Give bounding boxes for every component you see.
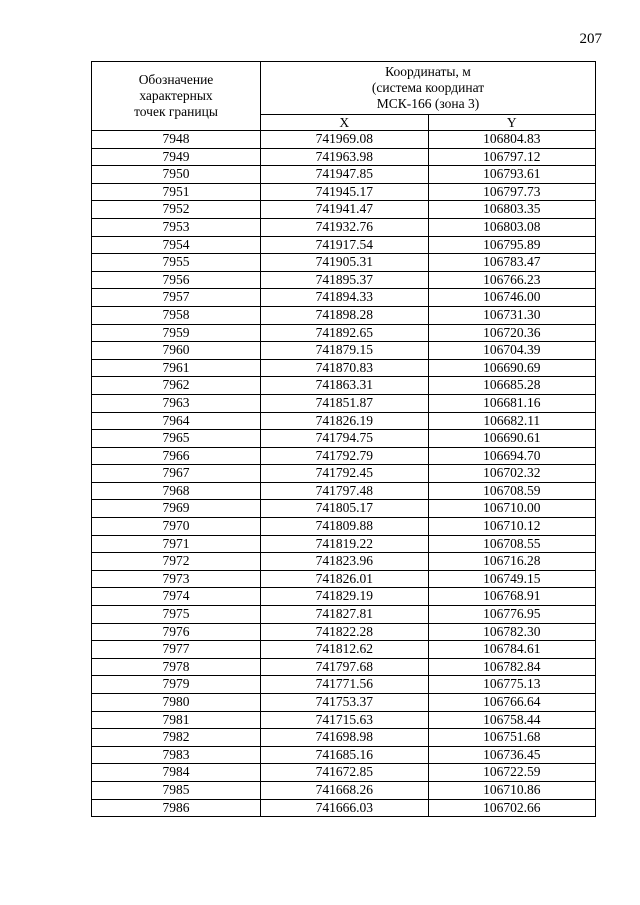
cell-y: 106708.55 (428, 535, 596, 553)
cell-y: 106782.30 (428, 623, 596, 641)
cell-x: 741698.98 (261, 729, 429, 747)
table-header (92, 62, 596, 131)
cell-point: 7980 (92, 694, 261, 712)
cell-x: 741792.45 (261, 465, 429, 483)
page-number: 207 (579, 31, 602, 47)
cell-point: 7985 (92, 781, 261, 799)
table-row (92, 694, 596, 712)
cell-x: 741895.37 (261, 271, 429, 289)
cell-point: 7978 (92, 658, 261, 676)
cell-point: 7979 (92, 676, 261, 694)
cell-point: 7955 (92, 254, 261, 272)
cell-x: 741666.03 (261, 799, 429, 817)
cell-x: 741829.19 (261, 588, 429, 606)
cell-point: 7949 (92, 148, 261, 166)
table-row (92, 412, 596, 430)
table-row (92, 201, 596, 219)
table-row (92, 676, 596, 694)
cell-y: 106793.61 (428, 166, 596, 184)
cell-y: 106766.23 (428, 271, 596, 289)
table-row (92, 764, 596, 782)
table-row (92, 482, 596, 500)
cell-y: 106803.35 (428, 201, 596, 219)
table-row (92, 729, 596, 747)
cell-y: 106795.89 (428, 236, 596, 254)
cell-x: 741805.17 (261, 500, 429, 518)
cell-y: 106797.73 (428, 183, 596, 201)
header-coords-line: (система координат (371, 80, 485, 95)
cell-y: 106768.91 (428, 588, 596, 606)
cell-x: 741826.19 (261, 412, 429, 430)
table-row (92, 606, 596, 624)
cell-point: 7986 (92, 799, 261, 817)
table-row (92, 500, 596, 518)
cell-x: 741898.28 (261, 306, 429, 324)
cell-y: 106783.47 (428, 254, 596, 272)
cell-x: 741917.54 (261, 236, 429, 254)
cell-y: 106766.64 (428, 694, 596, 712)
table-row (92, 254, 596, 272)
cell-y: 106804.83 (428, 131, 596, 149)
cell-y: 106708.59 (428, 482, 596, 500)
cell-point: 7969 (92, 500, 261, 518)
cell-y: 106797.12 (428, 148, 596, 166)
cell-point: 7971 (92, 535, 261, 553)
cell-x: 741792.79 (261, 447, 429, 465)
cell-y: 106782.84 (428, 658, 596, 676)
table-row (92, 148, 596, 166)
cell-y: 106775.13 (428, 676, 596, 694)
cell-x: 741672.85 (261, 764, 429, 782)
cell-x: 741715.63 (261, 711, 429, 729)
cell-y: 106731.30 (428, 306, 596, 324)
cell-x: 741947.85 (261, 166, 429, 184)
cell-y: 106710.86 (428, 781, 596, 799)
cell-y: 106710.00 (428, 500, 596, 518)
table-row (92, 218, 596, 236)
cell-x: 741826.01 (261, 570, 429, 588)
cell-point: 7963 (92, 394, 261, 412)
cell-y: 106776.95 (428, 606, 596, 624)
cell-point: 7950 (92, 166, 261, 184)
header-point-line: характерных (139, 88, 213, 103)
table-row (92, 641, 596, 659)
cell-x: 741894.33 (261, 289, 429, 307)
cell-point: 7974 (92, 588, 261, 606)
cell-x: 741812.62 (261, 641, 429, 659)
cell-y: 106690.69 (428, 359, 596, 377)
cell-point: 7959 (92, 324, 261, 342)
cell-y: 106694.70 (428, 447, 596, 465)
cell-y: 106784.61 (428, 641, 596, 659)
table-row (92, 289, 596, 307)
header-row-main (92, 62, 596, 115)
table-row (92, 271, 596, 289)
cell-x: 741863.31 (261, 377, 429, 395)
cell-x: 741797.68 (261, 658, 429, 676)
cell-x: 741822.28 (261, 623, 429, 641)
cell-point: 7965 (92, 430, 261, 448)
cell-point: 7953 (92, 218, 261, 236)
cell-x: 741809.88 (261, 518, 429, 536)
table-row (92, 183, 596, 201)
table-row (92, 746, 596, 764)
cell-x: 741771.56 (261, 676, 429, 694)
header-point-line: точек границы (134, 104, 218, 119)
table-row (92, 306, 596, 324)
cell-point: 7972 (92, 553, 261, 571)
cell-y: 106751.68 (428, 729, 596, 747)
cell-point: 7975 (92, 606, 261, 624)
coordinates-table (91, 61, 596, 817)
cell-x: 741797.48 (261, 482, 429, 500)
cell-x: 741905.31 (261, 254, 429, 272)
cell-point: 7981 (92, 711, 261, 729)
cell-x: 741945.17 (261, 183, 429, 201)
table-row (92, 518, 596, 536)
cell-point: 7948 (92, 131, 261, 149)
cell-y: 106722.59 (428, 764, 596, 782)
table-row (92, 447, 596, 465)
cell-x: 741963.98 (261, 148, 429, 166)
cell-point: 7970 (92, 518, 261, 536)
cell-y: 106710.12 (428, 518, 596, 536)
table-row (92, 430, 596, 448)
cell-x: 741941.47 (261, 201, 429, 219)
cell-point: 7964 (92, 412, 261, 430)
cell-point: 7984 (92, 764, 261, 782)
cell-x: 741794.75 (261, 430, 429, 448)
cell-point: 7960 (92, 342, 261, 360)
table-row (92, 377, 596, 395)
table-row (92, 799, 596, 817)
table-row (92, 394, 596, 412)
header-y: Y (428, 115, 596, 131)
header-point-line: Обозначение (138, 72, 214, 87)
cell-x: 741823.96 (261, 553, 429, 571)
table-row (92, 131, 596, 149)
cell-point: 7954 (92, 236, 261, 254)
cell-point: 7977 (92, 641, 261, 659)
cell-y: 106720.36 (428, 324, 596, 342)
table-row (92, 588, 596, 606)
cell-y: 106702.32 (428, 465, 596, 483)
cell-y: 106682.11 (428, 412, 596, 430)
cell-y: 106746.00 (428, 289, 596, 307)
cell-point: 7957 (92, 289, 261, 307)
cell-y: 106758.44 (428, 711, 596, 729)
header-point-designation (92, 62, 261, 131)
cell-x: 741892.65 (261, 324, 429, 342)
cell-y: 106704.39 (428, 342, 596, 360)
cell-x: 741668.26 (261, 781, 429, 799)
cell-y: 106681.16 (428, 394, 596, 412)
cell-point: 7976 (92, 623, 261, 641)
table-row (92, 359, 596, 377)
cell-point: 7958 (92, 306, 261, 324)
table-row (92, 711, 596, 729)
table-row (92, 570, 596, 588)
table-row (92, 535, 596, 553)
table-body (92, 131, 596, 817)
header-coords-line: МСК-166 (зона 3) (376, 96, 480, 111)
table-row (92, 342, 596, 360)
table-row (92, 166, 596, 184)
cell-point: 7982 (92, 729, 261, 747)
cell-point: 7962 (92, 377, 261, 395)
cell-point: 7968 (92, 482, 261, 500)
table-row (92, 465, 596, 483)
cell-point: 7966 (92, 447, 261, 465)
cell-y: 106690.61 (428, 430, 596, 448)
cell-x: 741969.08 (261, 131, 429, 149)
header-coordinates (261, 62, 596, 115)
cell-x: 741753.37 (261, 694, 429, 712)
table-row (92, 658, 596, 676)
table-row (92, 324, 596, 342)
cell-point: 7967 (92, 465, 261, 483)
cell-x: 741879.15 (261, 342, 429, 360)
cell-x: 741932.76 (261, 218, 429, 236)
cell-point: 7961 (92, 359, 261, 377)
table-row (92, 781, 596, 799)
cell-y: 106803.08 (428, 218, 596, 236)
header-x: X (261, 115, 429, 131)
cell-x: 741870.83 (261, 359, 429, 377)
cell-point: 7951 (92, 183, 261, 201)
cell-point: 7973 (92, 570, 261, 588)
cell-point: 7983 (92, 746, 261, 764)
cell-y: 106749.15 (428, 570, 596, 588)
cell-point: 7952 (92, 201, 261, 219)
table-row (92, 236, 596, 254)
table-row (92, 553, 596, 571)
cell-point: 7956 (92, 271, 261, 289)
cell-x: 741827.81 (261, 606, 429, 624)
cell-y: 106736.45 (428, 746, 596, 764)
cell-y: 106702.66 (428, 799, 596, 817)
cell-x: 741685.16 (261, 746, 429, 764)
cell-x: 741819.22 (261, 535, 429, 553)
table-row (92, 623, 596, 641)
cell-x: 741851.87 (261, 394, 429, 412)
cell-y: 106716.28 (428, 553, 596, 571)
cell-y: 106685.28 (428, 377, 596, 395)
header-coords-line: Координаты, м (385, 64, 471, 79)
